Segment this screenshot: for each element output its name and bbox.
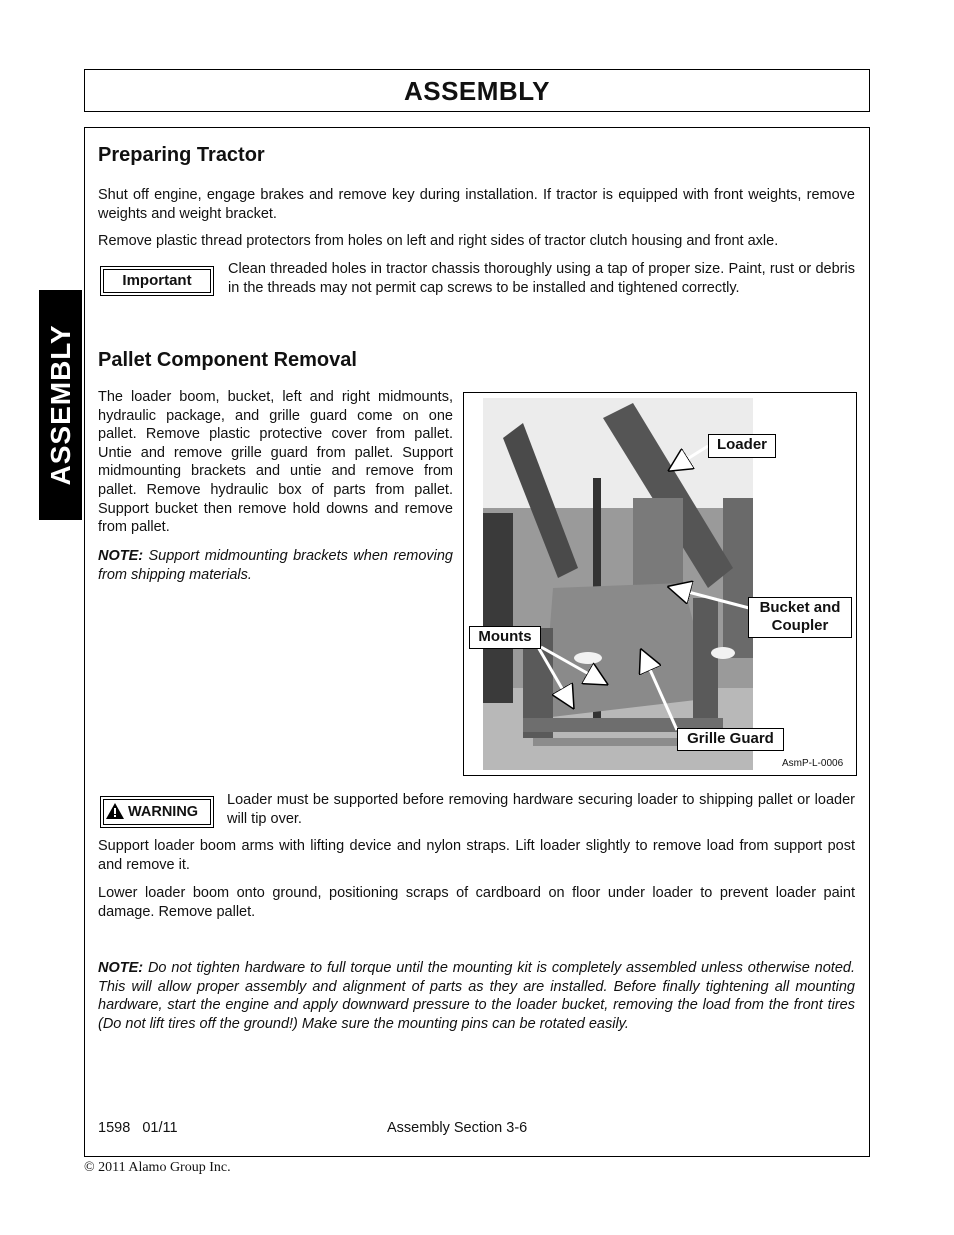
paragraph-shut-off-engine: Shut off engine, engage brakes and remove key during installation. If tractor is equipped with front weights, remove weights and weight bracket. bbox=[98, 187, 855, 222]
callout-bucket-line1: Bucket and bbox=[759, 599, 841, 616]
important-text: Clean threaded holes in tractor chassis thoroughly using a tap of proper size. Paint, rust or debris in the threads may not permit cap screws to be installed and tightened correctly. bbox=[228, 261, 855, 296]
warning-label-box bbox=[100, 796, 214, 828]
warning-text: Loader must be supported before removing hardware securing loader to shipping pallet or loader will tip over. bbox=[227, 792, 855, 827]
note-torque bbox=[98, 959, 855, 1033]
important-label: Important bbox=[103, 269, 211, 293]
heading-pallet-component-removal: Pallet Component Removal bbox=[98, 349, 357, 371]
note-midmounting bbox=[98, 547, 453, 584]
paragraph-lower-boom: Lower loader boom onto ground, positioning scraps of cardboard on floor under loader to prevent loader paint damage. Remove pallet. bbox=[98, 885, 855, 920]
note2-label: NOTE: bbox=[98, 960, 144, 976]
paragraph-remove-protectors: Remove plastic thread protectors from holes on left and right sides of tractor clutch housing and front axle. bbox=[98, 233, 779, 249]
footer-section: Assembly Section 3-6 bbox=[387, 1120, 528, 1136]
page-title: ASSEMBLY bbox=[403, 76, 551, 106]
important-label-box bbox=[100, 266, 214, 296]
side-section-tab bbox=[39, 290, 82, 520]
heading-preparing-tractor: Preparing Tractor bbox=[98, 144, 265, 166]
side-tab-label: ASSEMBLY bbox=[44, 324, 76, 486]
note2-text: Do not tighten hardware to full torque until the mounting kit is completely assembled unless otherwise noted. This will allow proper assembly and alignment of parts as they are installed. Before finally tightening all mounting hardware, start the engine and apply downward pressure to the loader bucket, removing the load from the front tires (Do not lift tires off the ground!) Make sure the mounting pins can be rotated easily. bbox=[98, 960, 855, 1032]
note-text: Support midmounting brackets when removing from shipping materials. bbox=[98, 548, 453, 583]
copyright-notice: © 2011 Alamo Group Inc. bbox=[84, 1160, 231, 1175]
callout-mounts: Mounts bbox=[469, 626, 541, 649]
callout-bucket-and-coupler bbox=[748, 597, 852, 638]
warning-label: WARNING bbox=[103, 799, 211, 825]
footer-doc-number: 1598 01/11 bbox=[98, 1120, 178, 1136]
callout-grille-guard: Grille Guard bbox=[677, 728, 784, 751]
figure-id: AsmP-L-0006 bbox=[782, 758, 844, 769]
page-header-box bbox=[84, 69, 870, 112]
callout-loader: Loader bbox=[708, 434, 776, 458]
paragraph-pallet-contents: The loader boom, bucket, left and right midmounts, hydraulic package, and grille guard come on one pallet. Remove plastic protective cover from pallet. Untie and remove grille guard from pallet. Support midmounting brackets and untie and remove from pallet. Remove hydraulic box of parts from pallet. Support bucket then remove hold downs and remove from pallet. bbox=[98, 389, 453, 536]
note-label: NOTE: bbox=[98, 548, 144, 564]
callout-bucket-line2: Coupler bbox=[771, 617, 829, 634]
callout-arrows bbox=[463, 392, 855, 774]
paragraph-support-boom: Support loader boom arms with lifting device and nylon straps. Lift loader slightly to remove load from support post and remove it. bbox=[98, 838, 855, 873]
